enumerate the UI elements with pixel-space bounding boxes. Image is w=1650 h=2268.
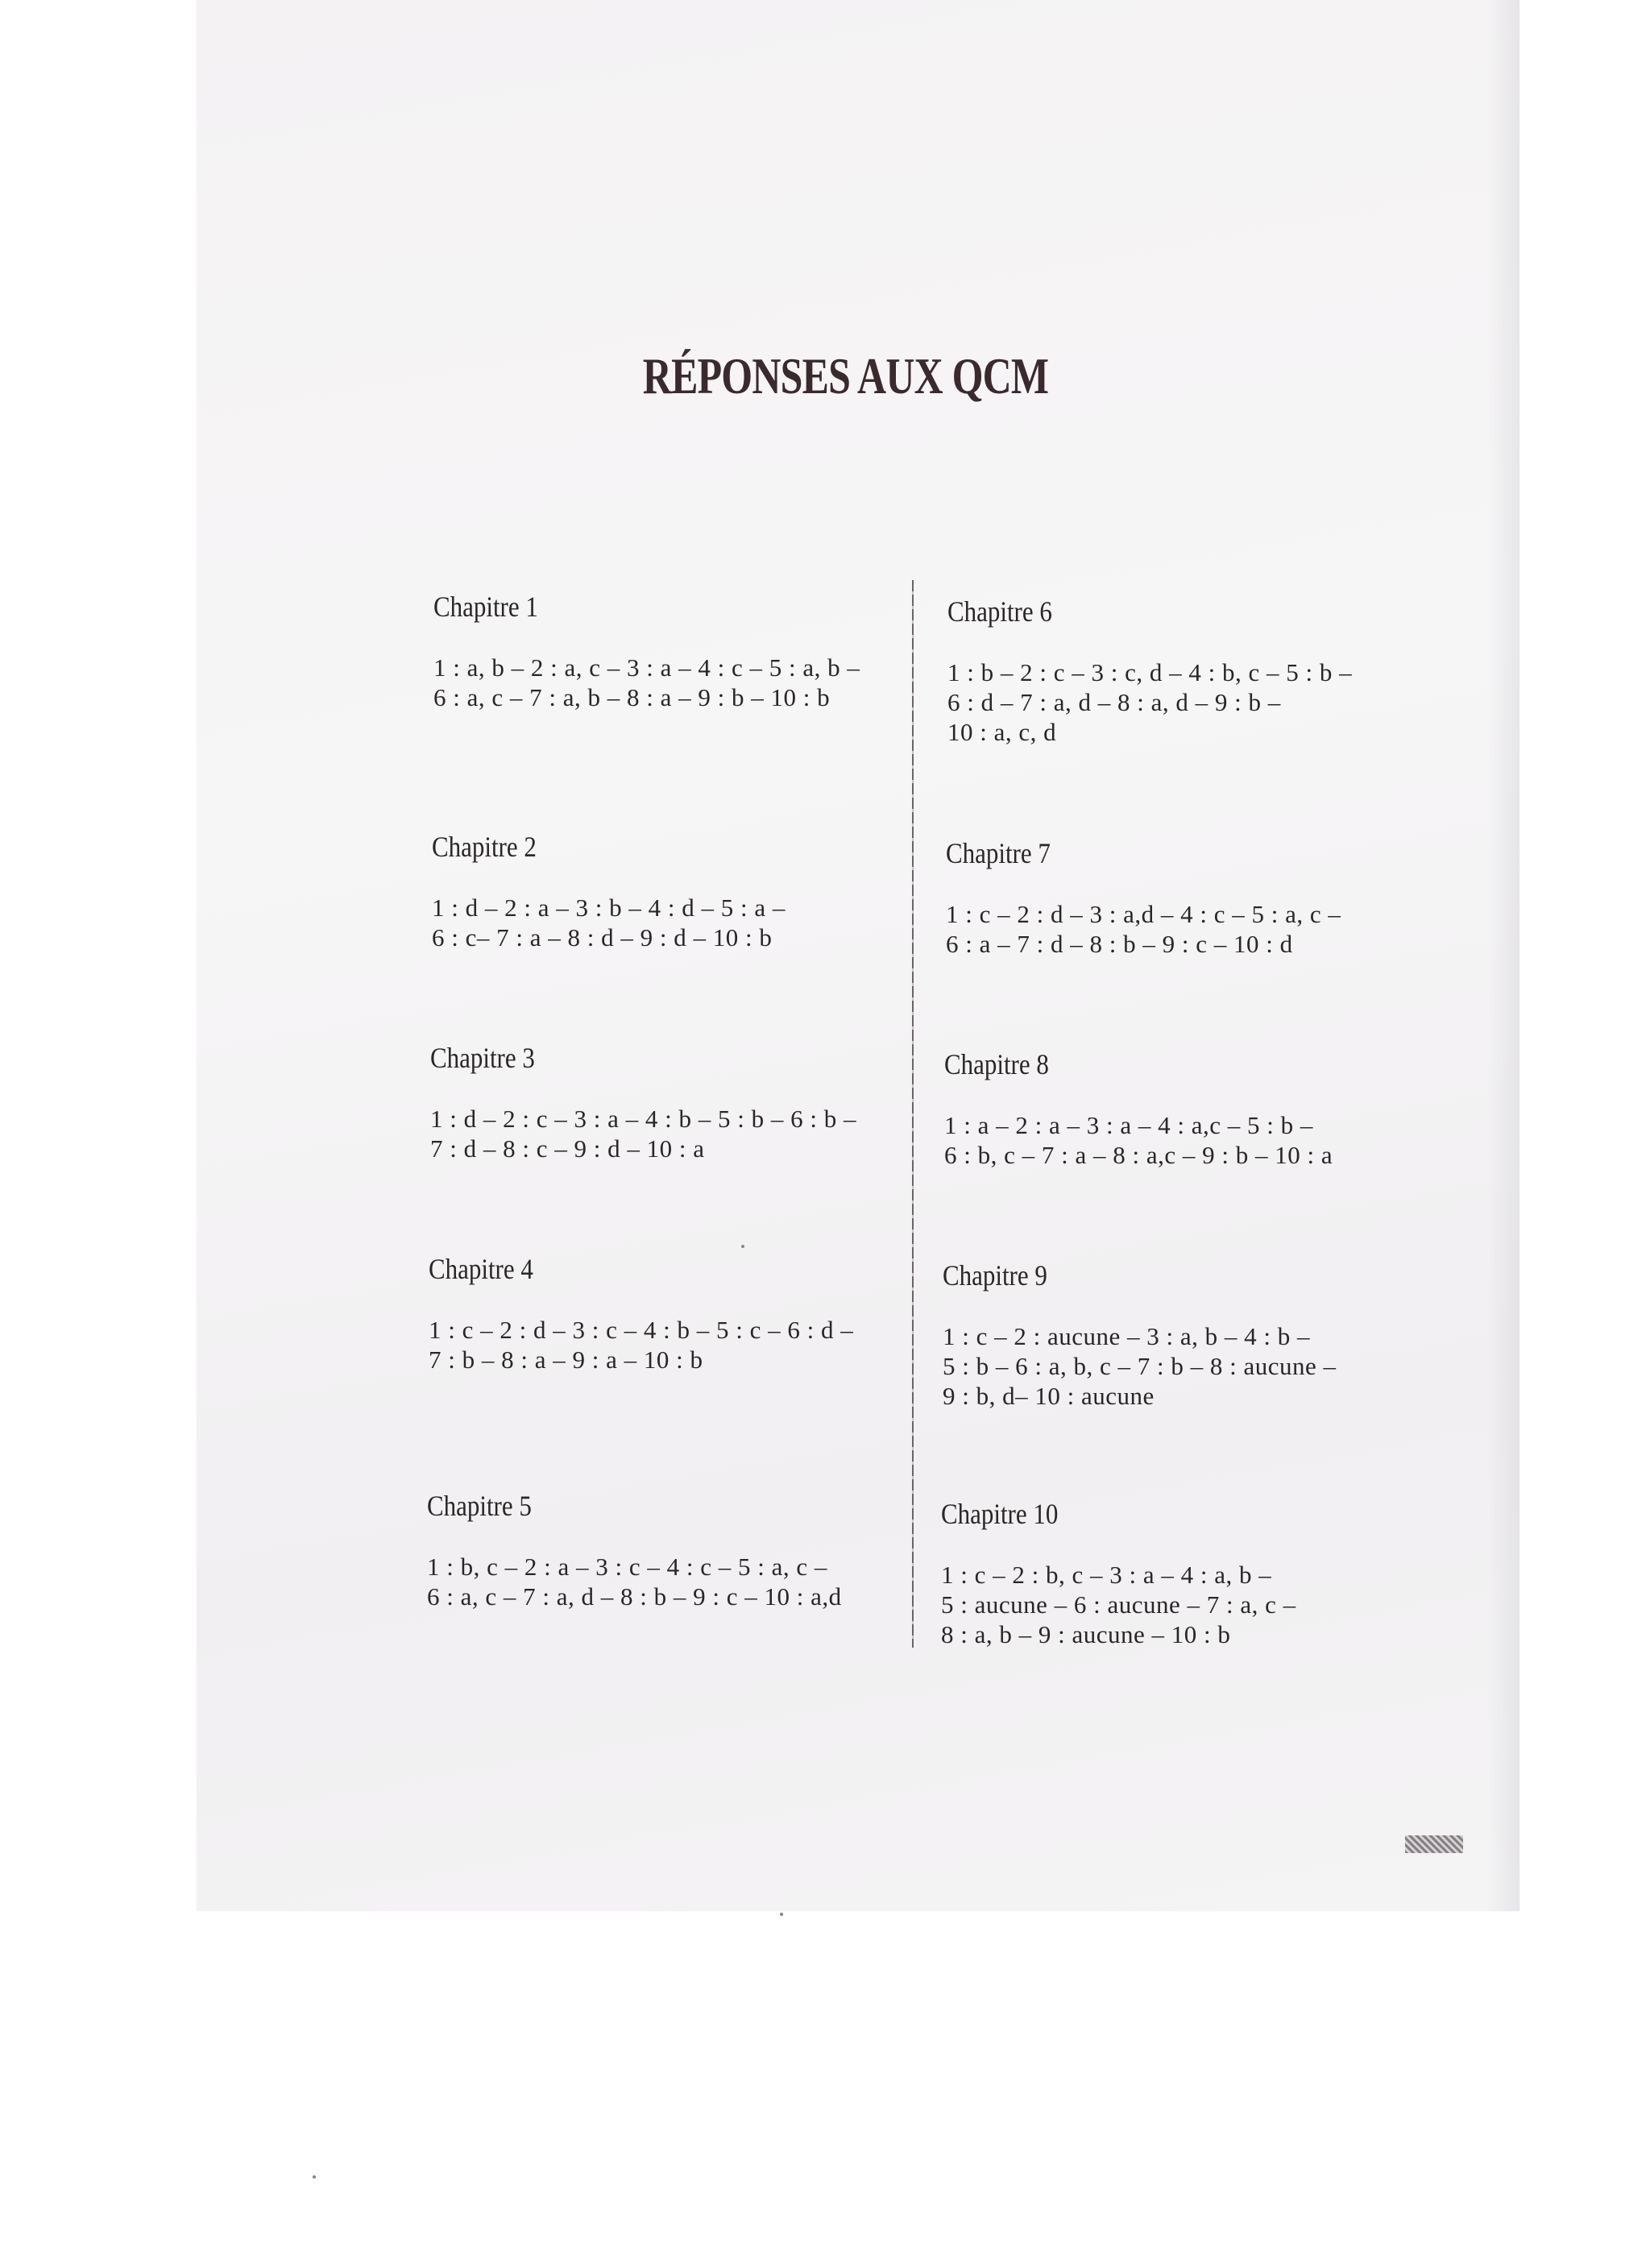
chapter-heading: Chapitre 5 [427,1490,532,1522]
answer-line: 5 : aucune – 6 : aucune – 7 : a, c – [941,1590,1296,1619]
chapter-heading: Chapitre 4 [429,1253,533,1285]
answer-line: 1 : d – 2 : a – 3 : b – 4 : d – 5 : a – [432,894,786,922]
answer-line: 6 : c– 7 : a – 8 : d – 9 : d – 10 : b [432,923,773,952]
answer-line: 6 : a, c – 7 : a, d – 8 : b – 9 : c – 10 : a,d [427,1582,842,1611]
chapter-5 [427,1489,842,1611]
answer-line: 6 : b, c – 7 : a – 8 : a,c – 9 : b – 10 : a [944,1141,1333,1169]
page-title: RÉPONSES AUX QCM [642,347,1049,404]
chapter-3 [430,1041,856,1163]
chapter-7 [946,836,1341,959]
chapter-10 [941,1497,1296,1649]
scan-speck [313,2175,316,2179]
answer-line: 1 : c – 2 : aucune – 3 : a, b – 4 : b – [943,1322,1310,1350]
scan-artifact [1405,1835,1463,1853]
chapter-4 [429,1252,853,1374]
chapter-6 [947,595,1352,747]
chapter-8 [944,1047,1333,1170]
chapter-2 [432,830,786,952]
answer-line: 6 : d – 7 : a, d – 8 : a, d – 9 : b – [947,688,1281,716]
chapter-heading: Chapitre 6 [947,595,1052,628]
answer-line: 1 : a, b – 2 : a, c – 3 : a – 4 : c – 5 : a, b – [433,653,860,682]
chapter-1 [433,590,860,712]
answer-line: 10 : a, c, d [947,718,1057,746]
chapter-heading: Chapitre 2 [432,831,537,863]
answer-line: 1 : a – 2 : a – 3 : a – 4 : a,c – 5 : b – [944,1111,1313,1139]
answer-line: 6 : a – 7 : d – 8 : b – 9 : c – 10 : d [946,930,1293,958]
answer-line: 1 : c – 2 : b, c – 3 : a – 4 : a, b – [941,1561,1272,1589]
answer-line: 1 : c – 2 : d – 3 : c – 4 : b – 5 : c – 6 : d – [429,1316,854,1344]
column-divider [912,580,914,1648]
chapter-heading: Chapitre 1 [433,591,538,623]
answer-line: 5 : b – 6 : a, b, c – 7 : b – 8 : aucune – [943,1352,1337,1380]
answer-line: 9 : b, d– 10 : aucune [943,1382,1155,1410]
chapter-heading: Chapitre 9 [943,1259,1047,1292]
scan-speck [780,1913,783,1916]
answer-line: 7 : d – 8 : c – 9 : d – 10 : a [430,1134,705,1163]
answer-line: 1 : c – 2 : d – 3 : a,d – 4 : c – 5 : a, c – [946,900,1341,928]
scan-speck [741,1245,744,1248]
answer-line: 1 : b, c – 2 : a – 3 : c – 4 : c – 5 : a, c – [427,1553,827,1581]
answer-line: 1 : b – 2 : c – 3 : c, d – 4 : b, c – 5 : b – [947,658,1353,686]
answer-line: 6 : a, c – 7 : a, b – 8 : a – 9 : b – 10 : b [433,683,831,711]
chapter-heading: Chapitre 7 [946,837,1051,869]
answer-line: 7 : b – 8 : a – 9 : a – 10 : b [429,1345,703,1374]
chapter-heading: Chapitre 3 [430,1042,535,1074]
chapter-9 [943,1258,1337,1411]
answer-line: 1 : d – 2 : c – 3 : a – 4 : b – 5 : b – 6 : b – [430,1105,856,1133]
sheet-edge-shadow [1487,0,1519,1911]
chapter-heading: Chapitre 10 [941,1498,1059,1530]
chapter-heading: Chapitre 8 [944,1048,1049,1080]
answer-line: 8 : a, b – 9 : aucune – 10 : b [941,1620,1231,1648]
